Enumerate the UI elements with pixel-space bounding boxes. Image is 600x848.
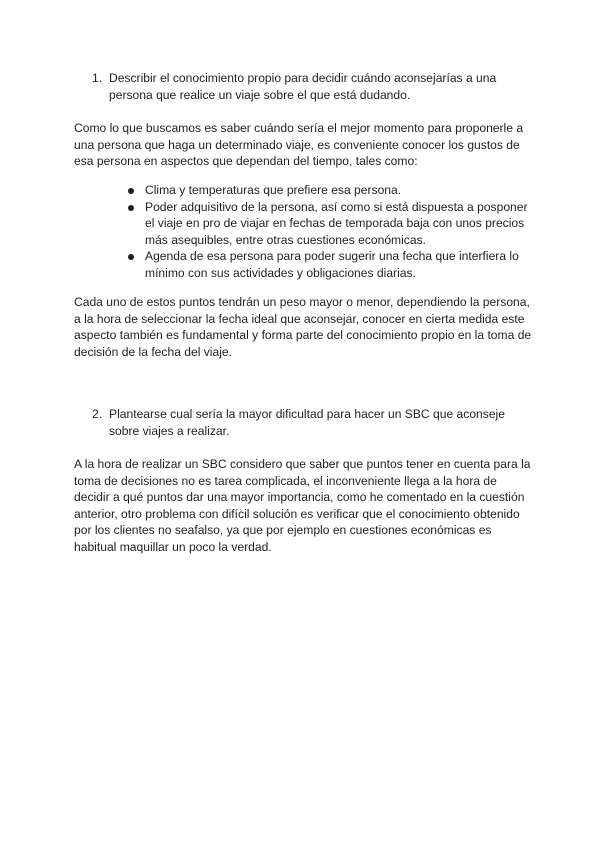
- section-1-bullet-list: [128, 182, 528, 282]
- section-2-heading-text: Plantearse cual sería la mayor dificultad para hacer un SBC que aconseje sobre viajes a realizar.: [109, 407, 505, 438]
- bullet-item: [128, 182, 528, 199]
- bullet-dot-icon: [128, 188, 134, 194]
- section-2-heading: [92, 406, 532, 439]
- section-1-conclusion: Cada uno de estos puntos tendrán un peso mayor o menor, dependiendo la persona, a la hora de seleccionar la fecha ideal que aconsejar, conocer en cierta medida este aspecto también es fundamental y forma parte del conocimiento propio en la toma de decisión de la fecha del viaje.: [74, 295, 532, 359]
- section-2-number: 2.: [92, 407, 103, 421]
- section-1-intro: Como lo que buscamos es saber cuándo sería el mejor momento para proponerle a una persona que haga un determinado viaje, es conveniente conocer los gustos de esa persona en aspectos que dependan del tiempo, tales como:: [74, 121, 524, 169]
- bullet-text: Clima y temperaturas que prefiere esa persona.: [145, 183, 402, 197]
- bullet-item: [128, 248, 528, 281]
- bullet-text: Poder adquisitivo de la persona, así como si está dispuesta a posponer el viaje en pro de viajar en fechas de temporada baja con unos precios más asequibles, entre otras cuestiones económicas.: [145, 199, 528, 247]
- bullet-dot-icon: [128, 205, 134, 211]
- bullet-text: Agenda de esa persona para poder sugerir una fecha que interfiera lo mínimo con sus actividades y obligaciones diarias.: [145, 249, 519, 280]
- section-1-heading: [92, 70, 532, 103]
- section-2-body: A la hora de realizar un SBC considero que saber que puntos tener en cuenta para la toma de decisiones no es tarea complicada, el inconveniente llega a la hora de decidir a qué puntos dar una mayor importancia, como he comentado en la cuestión anterior, otro problema con difícil solución es verificar que el conocimiento obtenido por los clientes no seafalso, ya que por ejemplo en cuestiones económicas es habitual maquillar un poco la verdad.: [74, 457, 531, 554]
- section-1-number: 1.: [92, 71, 103, 85]
- bullet-item: [128, 199, 528, 249]
- section-1-heading-text: Describir el conocimiento propio para decidir cuándo aconsejarías a una persona que realice un viaje sobre el que está dudando.: [109, 71, 497, 102]
- bullet-dot-icon: [128, 254, 134, 260]
